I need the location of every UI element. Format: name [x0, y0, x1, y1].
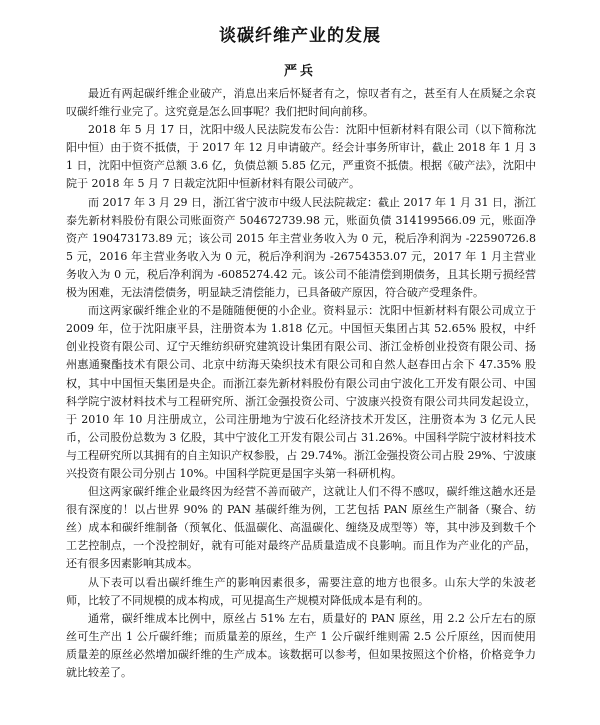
paragraph-cost-factors: 从下表可以看出碳纤维生产的影响因素很多，需要注意的地方也很多。山东大学的朱波老师，比较了不同规模的成本构成，可见提高生产规模对降低成本是有利的。: [66, 575, 536, 607]
paragraph-process-complexity: 但这两家碳纤维企业最终因为经营不善而破产，这就让人们不得不感叹，碳纤维这趟水还是很有深度的！以占世界 90% 的 PAN 基碳纤维为例，工艺包括 PAN 原丝生产制备（聚合、纺丝）成本和碳纤维制备（预氧化、低温碳化、高温碳化、缠绕及成型等）等，其中涉及到数千个工艺控制点，一个没控制好，就有可能对最终产品质量造成不良影响。而且作为产业化的产品，还有很多因素影响其成本。: [66, 485, 536, 571]
paragraph-precursor-cost: 通常，碳纤维成本比例中，原丝占 51% 左右，质量好的 PAN 原丝，用 2.2 公斤左右的原丝可生产出 1 公斤碳纤维；而质量差的原丝，生产 1 公斤碳纤维则需 2.5 公斤原丝，因而使用质量差的原丝必然增加碳纤维的生产成本。该数据可以参考，但如果按照这个价格，价格竞争力就比较差了。: [66, 611, 536, 679]
paragraph-intro: 最近有两起碳纤维企业破产，消息出来后怀疑者有之，惊叹者有之，甚至有人在质疑之余哀叹碳纤维行业完了。这究竟是怎么回事呢？我们把时间向前移。: [66, 87, 536, 119]
paragraph-company-background: 而这两家碳纤维企业的不是随随便便的小企业。资料显示：沈阳中恒新材料有限公司成立于 2009 年，位于沈阳康平县，注册资本为 1.818 亿元。中国恒天集团占其 52.65% 股权，中纤创业投资有限公司、辽宁天维纺织研究建筑设计集团有限公司、浙江金桥创业投资有限公司、扬州惠通聚酯技术有限公司、北京中纺海天染织技术有限公司和自然人赵春田占余下 47.35% 股权，其中中国恒天集团是央企。而浙江泰先新材料股份有限公司由宁波化工开发有限公司、中国科学院宁波材料技术与工程研究所、浙江金强投资公司、宁波康兴投资有限公司共同发起设立，于 2010 年 10 月注册成立，公司注册地为宁波石化经济技术开发区，注册资本为 3 亿元人民币，公司股份总数为 3 亿股，其中宁波化工开发有限公司占 31.26%。中国科学院宁波材料技术与工程研究所以其拥有的自主知识产权参股，占 29.74%。浙江金强投资公司占股 29%、宁波康兴投资有限公司分别占 10%。中国科学院更是国字头第一科研机构。: [66, 304, 536, 480]
paragraph-zhejiang-bankruptcy: 而 2017 年 3 月 29 日，浙江省宁波市中级人民法院裁定：截止 2017 年 1 月 31 日，浙江泰先新材料股份有限公司账面资产 504672739.98 元，账面负债 314199566.09 元，账面净资产 190473173.89 元；该公司 2015 年主营业务收入为 0 元，税后净利润为 -22590726.85 元，2016 年主营业务收入为 0 元，税后净利润为 -26754353.07 元，2017 年 1 月主营业务收入为 0 元，税后净利润为 -6085274.42 元。该公司不能清偿到期债务，且其长期亏损经营极为困难，无法清偿债务，明显缺乏清偿能力，已具备破产原因，符合破产受理条件。: [66, 195, 536, 300]
article-author: 严兵: [283, 64, 316, 79]
article-title: 谈碳纤维产业的发展: [219, 26, 381, 46]
paragraph-shenyang-bankruptcy: 2018 年 5 月 17 日，沈阳中级人民法院发布公告：沈阳中恒新材料有限公司（以下简称沈阳中恒）由于资不抵债，于 2017 年 12 月申请破产。经会计事务所审计，截止 2018 年 1 月 31 日，沈阳中恒资产总额 3.6 亿，负债总额 5.85 亿元，严重资不抵债。根据《破产法》，沈阳中院于 2018 年 5 月 7 日裁定沈阳中恒新材料有限公司破产。: [66, 123, 536, 191]
article-body: [66, 85, 536, 682]
